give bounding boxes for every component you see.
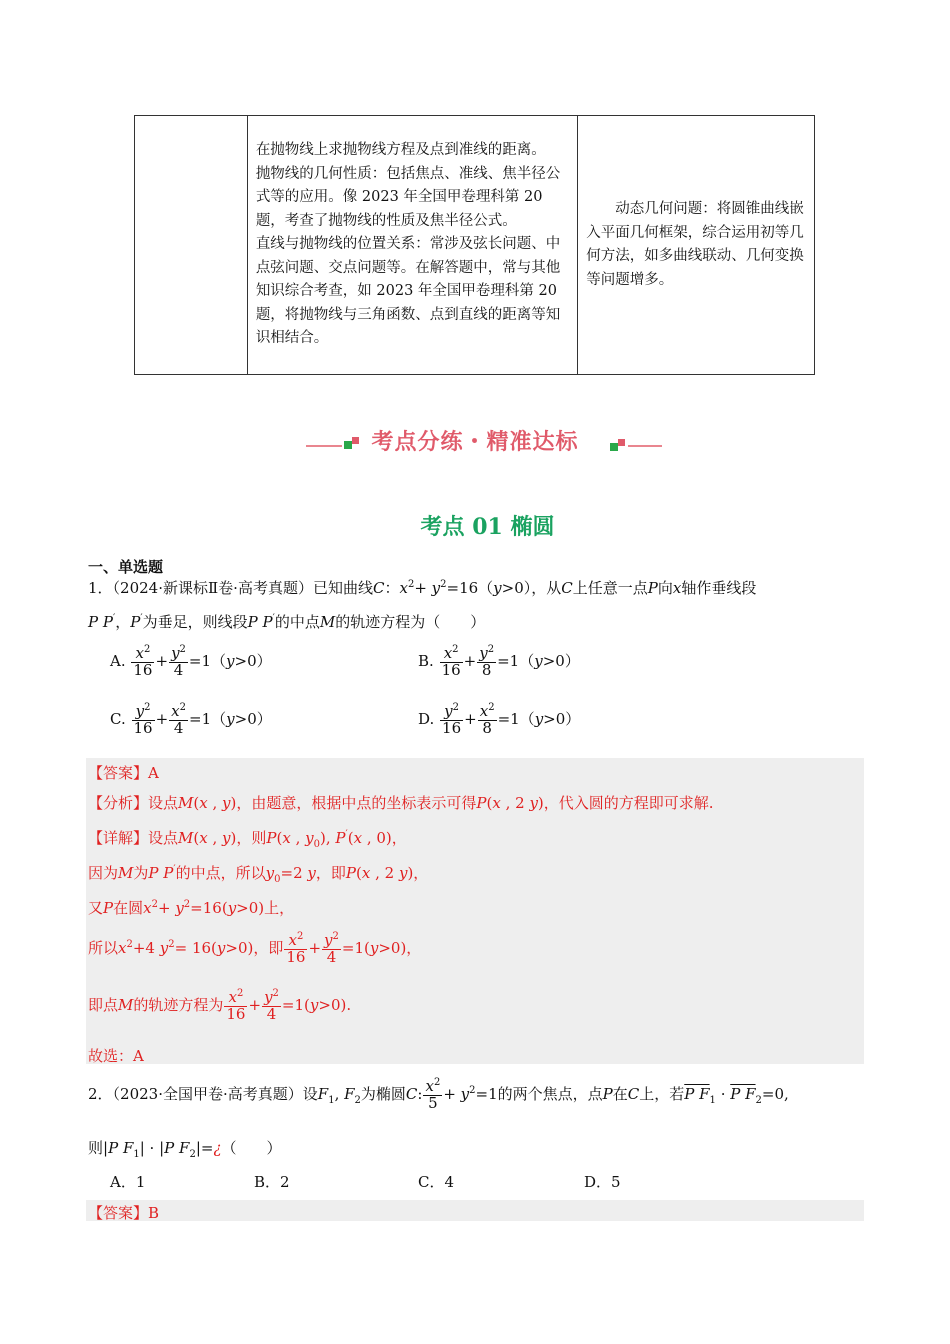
- table-text: 动态几何问题：将圆锥曲线嵌入平面几何框架，综合运用初等几何方法，如多曲线联动、几何变换等问题增多。: [586, 201, 804, 288]
- option-c[interactable]: C．4: [418, 1173, 455, 1191]
- option-c[interactable]: C. $\frac{y^2}{16}$ + $\frac{x^2}{4}$ =1（y>0）: [110, 702, 272, 737]
- table-text: 在抛物线上求抛物线方程及点到准线的距离。: [255, 142, 546, 159]
- option-b[interactable]: B．2: [254, 1173, 290, 1191]
- summary-table: [134, 115, 815, 375]
- option-b[interactable]: B. $\frac{x^2}{16}$ + $\frac{y^2}{8}$ =1（y>0）: [418, 644, 580, 679]
- banner-line-right: [628, 445, 662, 447]
- table-cell-dynamic: [578, 116, 815, 375]
- table-text: 直线与抛物线的位置关系：常涉及弦长问题、中点弦问题、交点问题等。在解答题中，常与其他知识综合考查，如 2023 年全国甲卷理科第 20 题，将抛物线与三角函数、点到直线的距离等知识相结合。: [255, 236, 561, 347]
- question-1-line-1: 1．（2024·新课标Ⅱ卷·高考真题）已知曲线C：$x^2+ y^2=16(y>0)$，从C上任意一点P向x轴作垂线段: [88, 579, 757, 597]
- question-1-line-2: P P′，P′为垂足，则线段P P′的中点M的轨迹方程为（ ）: [88, 613, 486, 631]
- option-d[interactable]: D．5: [584, 1173, 621, 1191]
- detail-line-1: 【详解】设点M(x , y)，则P(x , $y_0$), P′(x , 0)，: [88, 829, 407, 850]
- question-2-line-2: 则|P $F_1| \cdot |P$ $F_2|=¿$（ ）: [88, 1139, 282, 1160]
- option-a[interactable]: A．1: [110, 1173, 146, 1191]
- section-heading: 考点 01 椭圆: [420, 514, 555, 540]
- section-title: 一、单选题: [88, 558, 164, 576]
- choose-line: 故选：A: [88, 1047, 144, 1065]
- detail-line-4: 所以$x^2+4$ $y^2= 16(y>0)$，即 $\frac{x^2}{16}$ + $\frac{y^2}{4}$ =1(y>0)，: [88, 931, 422, 966]
- answer-label: 【答案】B: [88, 1204, 160, 1222]
- table-cell-empty: [135, 116, 248, 375]
- option-a[interactable]: A. $\frac{x^2}{16}$ + $\frac{y^2}{4}$ =1（y>0）: [110, 644, 272, 679]
- banner-title: 考点分练・精准达标: [371, 430, 579, 455]
- answer-label: 【答案】A: [88, 764, 159, 782]
- option-d[interactable]: D. $\frac{y^2}{16}$ + $\frac{x^2}{8}$ =1（y>0）: [418, 702, 581, 737]
- question-2-line-1: 2．（2023·全国甲卷·高考真题）设$F_1$, $F_2$为椭圆C: $\frac{x^2}{5}$ + $y^2=1$的两个焦点，点P在C上，若P $F_1 \cdot P$ $F_2=0$,: [88, 1077, 789, 1112]
- detail-line-3: 又P在圆$x^2+ y^2=16(y>0)$上，: [88, 899, 295, 917]
- table-text: 抛物线的几何性质：包括焦点、准线、焦半径公式等的应用。像 2023 年全国甲卷理科第 20 题，考查了抛物线的性质及焦半径公式。: [255, 165, 561, 229]
- answer-box-2: [86, 1200, 864, 1221]
- analysis-line: 【分析】设点M(x , y)，由题意，根据中点的坐标表示可得P(x , 2 y)，代入圆的方程即可求解.: [88, 794, 714, 812]
- detail-line-5: 即点M的轨迹方程为 $\frac{x^2}{16}$ + $\frac{y^2}{4}$ =1(y>0).: [88, 988, 352, 1023]
- banner-square-icon: [618, 439, 625, 446]
- detail-line-2: 因为M为P P′的中点，所以$y_0=2$ y，即P(x , 2 y)，: [88, 864, 429, 885]
- banner-square-icon: [610, 443, 618, 451]
- table-cell-parabola: [247, 116, 577, 375]
